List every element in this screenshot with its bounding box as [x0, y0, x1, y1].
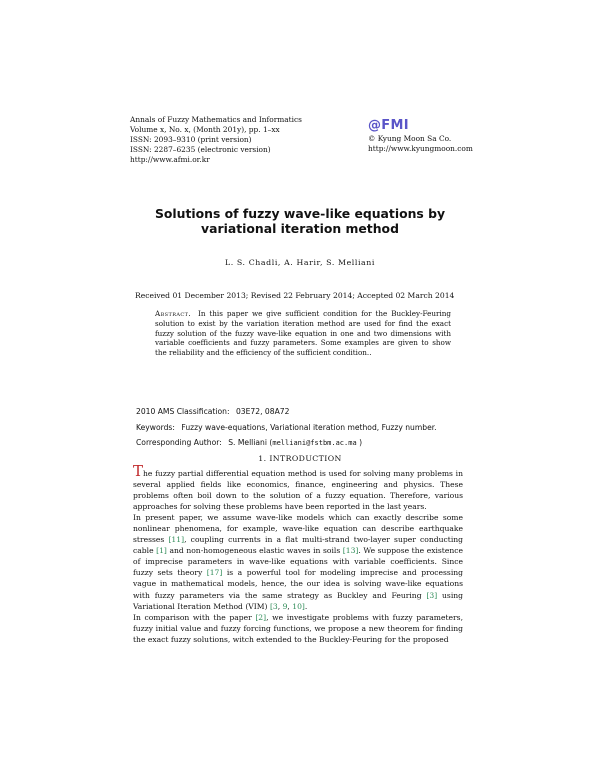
afmi-logo: @FMI	[368, 118, 409, 133]
volume-line: Volume x, No. x, (Month 201y), pp. 1–xx	[130, 125, 280, 134]
issn-electronic: ISSN: 2287–6235 (electronic version)	[130, 145, 271, 154]
keywords-label: Keywords:	[136, 423, 175, 432]
ams-classification	[136, 407, 289, 416]
corresponding-name: S. Melliani	[228, 438, 267, 447]
author-list: L. S. Chadli, A. Harir, S. Melliani	[224, 258, 376, 267]
intro-body	[133, 462, 464, 645]
citation-link[interactable]: [3]	[426, 590, 438, 600]
citation-link[interactable]: [13]	[342, 546, 359, 556]
citation-link[interactable]: [3	[269, 601, 278, 611]
drop-cap: T	[133, 462, 144, 480]
publisher-block	[368, 134, 473, 154]
citation-link[interactable]: 10]	[292, 601, 305, 611]
title-line-2: variational iteration method	[201, 221, 399, 236]
ams-label: 2010 AMS Classification:	[136, 407, 230, 416]
journal-url[interactable]: http://www.afmi.or.kr	[130, 155, 210, 164]
paragraph-1: The fuzzy partial differential equation method is used for solving many problems in several applied fields like economics, finance, engineering and physics. These problems often boil down to the solution of a fuzzy equation. Therefore, various approaches for solving these problems have been reported in the last years.	[133, 462, 463, 512]
citation-link[interactable]: [2]	[255, 612, 267, 622]
paragraph-3: In comparison with the paper [2], we investigate problems with fuzzy parameters, fuzzy initial value and fuzzy forcing functions, we propose a new theorem for finding the exact fuzzy solutions, witch extended to the Buckley-Feuring for the proposed	[133, 612, 463, 644]
ams-value: 03E72, 08A72	[235, 407, 290, 416]
citation-link[interactable]: 9	[282, 601, 288, 611]
received-dates: Received 01 December 2013; Revised 22 February 2014; Accepted 02 March 2014	[135, 291, 455, 300]
abstract	[155, 309, 451, 358]
paragraph-2: In present paper, we assume wave-like models which can exactly describe some nonlinear phenomena, for example, wave-like equation can describe earthquake stresses [11], coupling currents in a flat multi-strand two-layer super conducting cable [1] and non-homogeneous elastic waves in soils [13]. We suppose the existence of imprecise parameters in wave-like equations with variable coefficients. Since fuzzy sets theory [17] is a powerful tool for modeling imprecise and processing vague in mathematical models, hence, the our idea is solving wave-like equations with fuzzy parameters via the same strategy as Buckley and Feuring [3] using Variational Iteration Method (VIM) [3, 9, 10].	[133, 513, 464, 611]
journal-header	[130, 115, 302, 165]
paper-title	[60, 206, 540, 236]
publisher-url[interactable]: http://www.kyungmoon.com	[368, 144, 473, 153]
corresponding-author: Corresponding Author: S. Melliani (melliani@fstbm.ac.ma )	[136, 438, 363, 447]
section-heading: 1. INTRODUCTION	[258, 454, 342, 463]
journal-name: Annals of Fuzzy Mathematics and Informatics	[130, 115, 302, 124]
citation-link[interactable]: [1]	[156, 546, 167, 556]
title-line-1: Solutions of fuzzy wave-like equations by	[154, 206, 446, 221]
issn-print: ISSN: 2093–9310 (print version)	[130, 135, 252, 144]
keywords	[136, 423, 437, 432]
keywords-value: Fuzzy wave-equations, Variational iteration method, Fuzzy number.	[181, 423, 437, 432]
abstract-label: Abstract.	[155, 309, 192, 318]
citation-link[interactable]: [17]	[206, 568, 223, 578]
abstract-text: In this paper we give sufficient condition for the Buckley-Feuring solution to exist by the variation iteration method are used for find the exact fuzzy solution of the fuzzy wave-like equation in one and two dimensions with variable coefficients and fuzzy parameters. Some examples are given to show the reliability and the efficiency of the sufficient condition..	[155, 309, 451, 358]
corresponding-email[interactable]: melliani@fstbm.ac.ma	[272, 439, 357, 447]
citation-link[interactable]: [11]	[168, 535, 185, 545]
publisher-copyright: © Kyung Moon Sa Co.	[368, 134, 452, 143]
corresponding-label: Corresponding Author:	[136, 438, 222, 447]
